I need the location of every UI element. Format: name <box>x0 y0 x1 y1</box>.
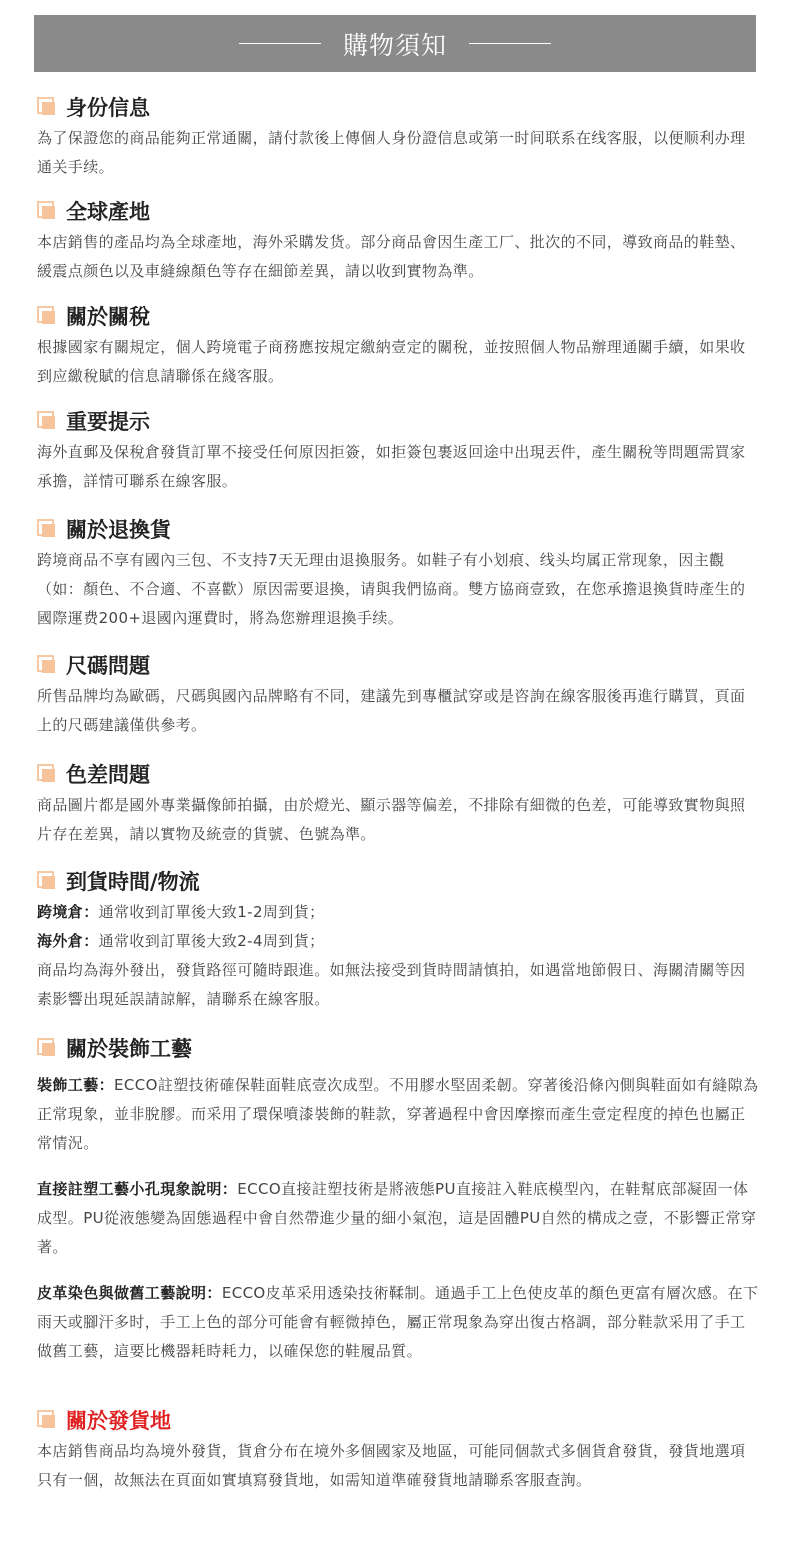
paragraph-text: ECCO皮革采用透染技術鞣制。通過手工上色使皮革的顏色更富有層次感。在下雨天或腳汗多时，手工上色的部分可能會有輕微掉色，屬正常現象為穿出復古格調，部分鞋款采用了手工做舊工藝，這要比機器耗時耗力，以確保您的鞋履品質。 <box>37 1284 759 1360</box>
square-bullet-icon <box>37 201 57 221</box>
crossborder-warehouse-label: 跨境倉： <box>37 903 99 921</box>
section-text: 跨境商品不享有國內三包、不支持7天无理由退換服务。如鞋子有小划痕、线头均属正常现象，因主觀（如：顏色、不合適、不喜歡）原因需要退換，请與我們協商。雙方協商壹致，在您承擔退換貨時產生的國際運费200+退國內運費时，將為您辦理退換手续。 <box>37 551 746 627</box>
section-title: 全球產地 <box>66 200 150 224</box>
section-text <box>37 1071 759 1158</box>
square-bullet-icon <box>37 306 57 326</box>
square-bullet-icon <box>37 655 57 675</box>
paragraph-text: ECCO直接註塑技術是將液態PU直接註入鞋底模型內，在鞋幫底部凝固一体成型。PU從液態變為固態過程中會自然帶進少量的細小氣泡，這是固體PU自然的構成之壹，不影響正常穿著。 <box>37 1180 757 1256</box>
banner-title: 購物須知 <box>342 30 447 60</box>
section-title: 重要提示 <box>66 410 150 434</box>
section-title: 關於關稅 <box>66 305 150 329</box>
paragraph-label: 裝飾工藝： <box>37 1076 115 1094</box>
section-text: 根據國家有關規定，個人跨境電子商務應按規定繳納壹定的關稅，並按照個人物品辦理通關手續，如果收到应繳稅賦的信息請聯係在綫客服。 <box>37 338 746 385</box>
square-bullet-icon <box>37 1410 57 1430</box>
section-delivery <box>37 866 759 1014</box>
section-title: 尺碼問題 <box>66 654 150 678</box>
overseas-warehouse-label: 海外倉： <box>37 932 99 950</box>
section-title: 關於裝飾工藝 <box>66 1037 192 1061</box>
section-craftsmanship <box>37 1033 759 1366</box>
section-title: 關於退換貨 <box>66 518 171 542</box>
section-text <box>37 898 759 1014</box>
section-text: 商品圖片都是國外專業攝像師拍攝，由於燈光、顯示器等偏差，不排除有細微的色差，可能導致實物與照片存在差異，請以實物及統壹的貨號、色號為準。 <box>37 796 746 843</box>
section-size <box>37 650 759 740</box>
section-identity <box>37 92 759 182</box>
section-title: 身份信息 <box>66 96 150 120</box>
section-text: 海外直郵及保稅倉發貨訂單不接受任何原因拒簽，如拒簽包裹返回途中出現丟件，產生關稅等問題需買家承擔，詳情可聯系在線客服。 <box>37 443 746 490</box>
banner-left-rule <box>239 43 321 44</box>
section-title: 關於發貨地 <box>66 1409 171 1433</box>
square-bullet-icon <box>37 519 57 539</box>
square-bullet-icon <box>37 871 57 891</box>
square-bullet-icon <box>37 1038 57 1058</box>
section-text: 所售品牌均為歐碼，尺碼與國內品牌略有不同，建議先到專櫃試穿或是咨詢在線客服後再進行購買，頁面上的尺碼建議僅供參考。 <box>37 687 746 734</box>
banner-right-rule <box>469 43 551 44</box>
section-customs-duty <box>37 301 759 391</box>
crossborder-warehouse-text: 通常收到訂單後大致1-2周到貨； <box>98 903 325 921</box>
section-text: 為了保證您的商品能夠正常通關，請付款後上傳個人身份證信息或第一时间联系在线客服，以便顺利办理通关手续。 <box>37 129 746 176</box>
section-text: 本店銷售商品均為境外發貨，貨倉分布在境外多個國家及地區，可能同個款式多個貨倉發貨，發貨地選項只有一個，故無法在頁面如實填寫發貨地，如需知道準確發貨地請聯系客服查詢。 <box>37 1442 746 1489</box>
section-text <box>37 1279 759 1366</box>
section-returns <box>37 514 759 633</box>
section-color-difference <box>37 759 759 849</box>
section-title: 色差問題 <box>66 763 150 787</box>
square-bullet-icon <box>37 411 57 431</box>
section-shipping-origin <box>37 1405 759 1495</box>
paragraph-label: 皮革染色與做舊工藝說明： <box>37 1284 222 1302</box>
section-text <box>37 1175 759 1262</box>
section-global-origin <box>37 196 759 286</box>
delivery-note: 商品均為海外發出，發貨路徑可隨時跟進。如無法接受到貨時間請慎拍，如遇當地節假日、海關清關等因素影響出現延誤請諒解，請聯系在線客服。 <box>37 961 746 1008</box>
square-bullet-icon <box>37 97 57 117</box>
square-bullet-icon <box>37 764 57 784</box>
section-text: 本店銷售的產品均為全球產地，海外采購发货。部分商品會因生產工厂、批次的不同，導致商品的鞋墊、緩震点颜色以及車縫線顏色等存在細節差異，請以收到實物為準。 <box>37 233 746 280</box>
section-title: 到貨時間/物流 <box>66 870 200 894</box>
section-important-notice <box>37 406 759 496</box>
paragraph-label: 直接註塑工藝小孔現象說明： <box>37 1180 238 1198</box>
shopping-notice-banner <box>34 15 756 72</box>
paragraph-text: ECCO註塑技術確保鞋面鞋底壹次成型。不用膠水堅固柔韌。穿著後沿條內側與鞋面如有縫隙為正常現象，並非脫膠。而采用了環保噴漆裝飾的鞋款，穿著過程中會因摩擦而產生壹定程度的掉色也屬正常情況。 <box>37 1076 759 1152</box>
overseas-warehouse-text: 通常收到訂單後大致2-4周到貨； <box>98 932 325 950</box>
